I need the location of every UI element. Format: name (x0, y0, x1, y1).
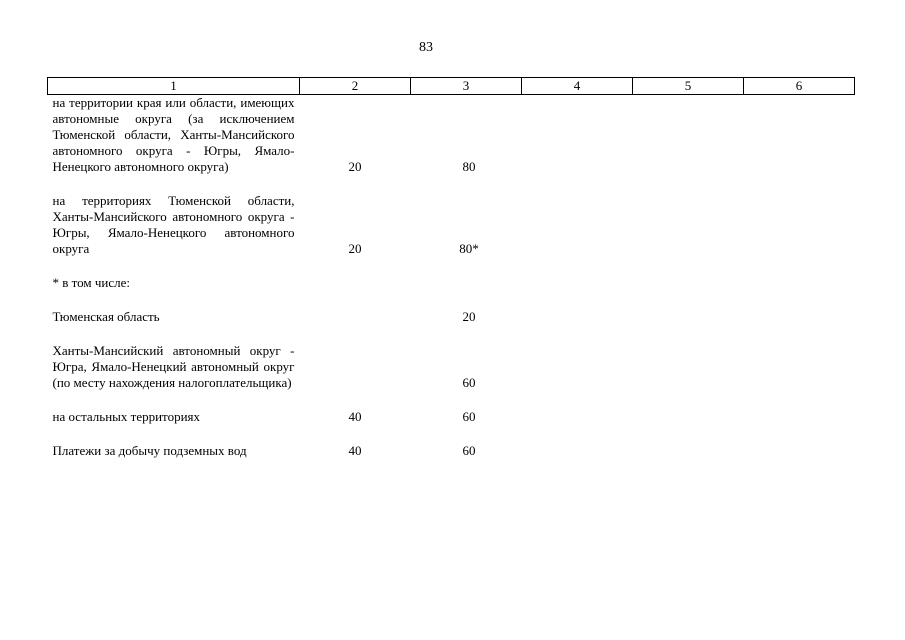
row-col3 (411, 275, 522, 291)
row-col3: 60 (462, 375, 476, 390)
row-col2: 40 (348, 443, 362, 458)
column-header: 4 (522, 78, 633, 95)
row-name: * в том числе: (52, 275, 131, 290)
row-name: на территории края или области, имеющих автономные округа (за исключением Тюменской области, Ханты-Мансийского автономного округа - Югры, Ямало-Ненецкого автономного округа) (52, 95, 295, 174)
revenue-distribution-table (47, 77, 855, 459)
row-col2: 40 (348, 409, 362, 424)
column-header: 6 (744, 78, 855, 95)
row-name: Платежи за добычу подземных вод (52, 443, 247, 458)
row-name: Ханты-Мансийский автономный округ - Югра, Ямало-Ненецкий автономный округ (по месту нахождения налогоплательщика) (52, 343, 295, 390)
row-col2 (300, 275, 411, 291)
row-name: Тюменская область (52, 309, 160, 324)
row-col3: 60 (462, 409, 476, 424)
column-header: 5 (633, 78, 744, 95)
table-row (48, 275, 855, 291)
column-header: 2 (300, 78, 411, 95)
table-row (48, 193, 855, 257)
row-col3: 60 (462, 443, 476, 458)
row-col2 (300, 309, 411, 325)
row-col3: 80 (462, 159, 476, 174)
row-name: на территориях Тюменской области, Ханты-Мансийского автономного округа - Югры, Ямало-Ненецкого автономного округа (52, 193, 295, 256)
table-row (48, 409, 855, 425)
column-header: 3 (411, 78, 522, 95)
row-col3: 80* (459, 241, 479, 256)
column-header: 1 (48, 78, 300, 95)
row-col2: 20 (348, 159, 362, 174)
row-col3: 20 (462, 309, 476, 324)
row-col2 (300, 343, 411, 391)
table-row (48, 343, 855, 391)
table-header-row (48, 78, 855, 95)
table-row (48, 443, 855, 459)
row-name: на остальных территориях (52, 409, 201, 424)
row-col2: 20 (348, 241, 362, 256)
page-number: 83 (419, 40, 433, 55)
table-row (48, 309, 855, 325)
table-row (48, 95, 855, 176)
